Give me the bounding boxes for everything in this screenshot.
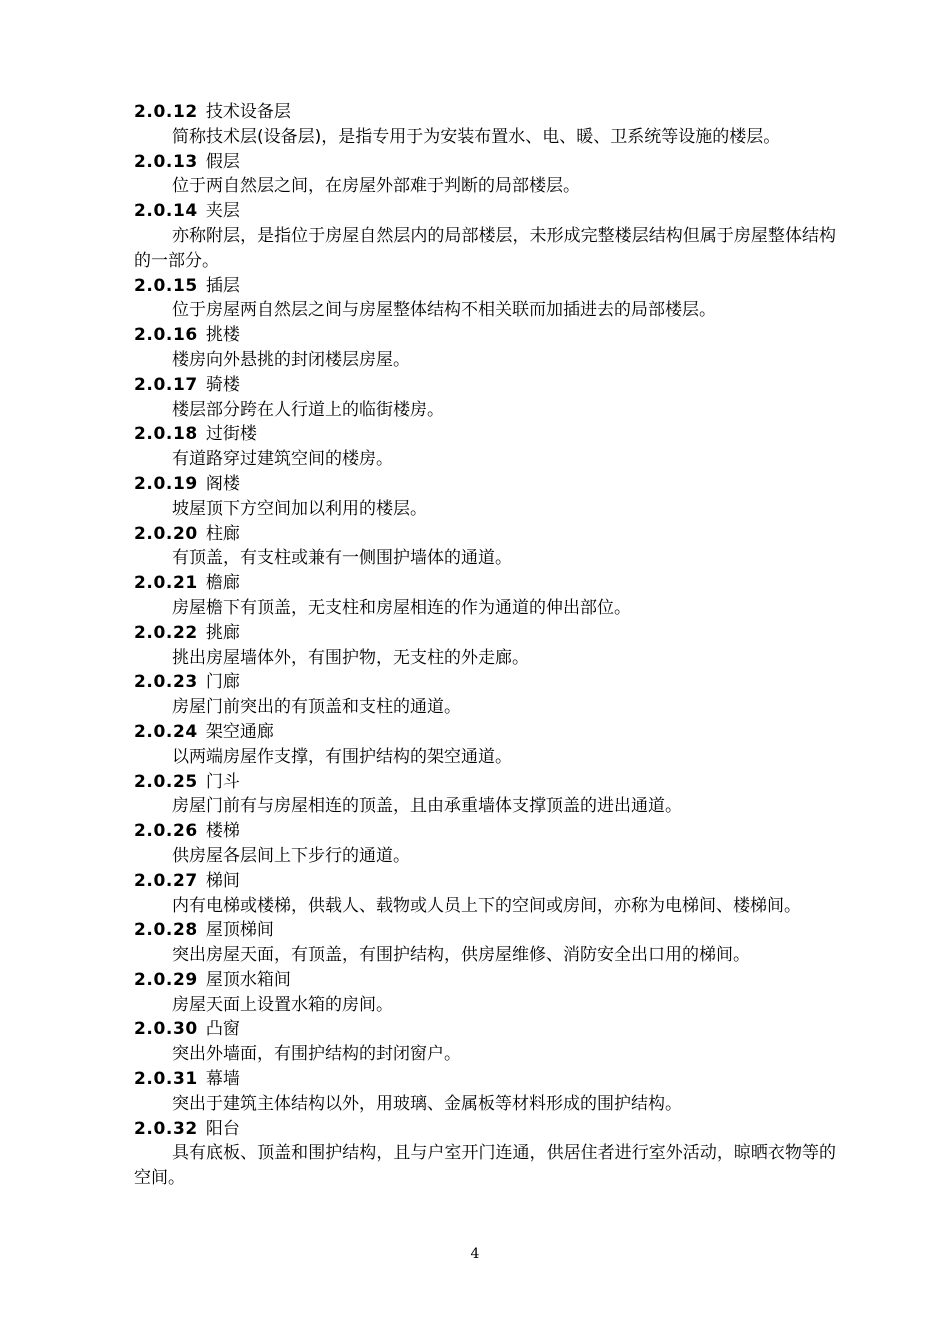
term-heading — [134, 670, 836, 695]
term-number: 2.0.20 — [134, 523, 198, 544]
term-definition: 供房屋各层间上下步行的通道。 — [172, 845, 410, 866]
entry-2-0-29 — [134, 968, 836, 1018]
term-number: 2.0.24 — [134, 721, 198, 742]
term-heading — [134, 373, 836, 398]
term-heading — [134, 422, 836, 447]
term-number: 2.0.16 — [134, 325, 198, 346]
entry-2-0-20 — [134, 522, 836, 572]
term-definition: 简称技术层(设备层)，是指专用于为安装布置水、电、暖、卫系统等设施的楼层。 — [172, 126, 781, 147]
term-heading — [134, 1117, 836, 1142]
entry-2-0-27 — [134, 869, 836, 919]
entry-2-0-24 — [134, 720, 836, 770]
term-definition: 位于两自然层之间，在房屋外部难于判断的局部楼层。 — [172, 176, 580, 197]
term-heading — [134, 1017, 836, 1042]
entry-2-0-21 — [134, 571, 836, 621]
term-title: 技术设备层 — [205, 102, 291, 122]
term-title: 柱廊 — [205, 523, 240, 544]
term-title: 幕墙 — [205, 1069, 240, 1090]
term-title: 阁楼 — [205, 473, 240, 494]
term-title: 架空通廊 — [205, 721, 274, 742]
entry-2-0-23 — [134, 670, 836, 720]
document-body — [134, 100, 836, 1191]
term-definition: 具有底板、顶盖和围护结构，且与户室开门连通，供居住者进行室外活动，晾晒衣物等的空间。 — [134, 1143, 836, 1189]
term-definition: 有顶盖，有支柱或兼有一侧围护墙体的通道。 — [172, 548, 512, 569]
term-title: 挑廊 — [205, 622, 240, 643]
term-title: 插层 — [205, 275, 240, 296]
entry-2-0-30 — [134, 1017, 836, 1067]
term-heading — [134, 1067, 836, 1092]
term-number: 2.0.26 — [134, 821, 198, 842]
term-heading — [134, 472, 836, 497]
term-heading — [134, 770, 836, 795]
entry-2-0-22 — [134, 621, 836, 671]
entry-2-0-28 — [134, 918, 836, 968]
term-number: 2.0.19 — [134, 473, 198, 494]
term-title: 过街楼 — [205, 424, 257, 445]
term-title: 骑楼 — [205, 374, 240, 395]
term-number: 2.0.14 — [134, 201, 198, 222]
term-title: 屋顶梯间 — [205, 920, 274, 941]
term-definition: 房屋檐下有顶盖，无支柱和房屋相连的作为通道的伸出部位。 — [172, 597, 631, 618]
term-number: 2.0.18 — [134, 424, 198, 445]
term-number: 2.0.28 — [134, 920, 198, 941]
term-number: 2.0.31 — [134, 1069, 198, 1090]
entry-2-0-25 — [134, 770, 836, 820]
term-heading — [134, 522, 836, 547]
term-number: 2.0.23 — [134, 672, 198, 693]
entry-2-0-19 — [134, 472, 836, 522]
term-heading — [134, 968, 836, 993]
term-title: 凸窗 — [205, 1019, 240, 1040]
term-definition: 亦称附层，是指位于房屋自然层内的局部楼层，未形成完整楼层结构但属于房屋整体结构的一部分。 — [134, 225, 836, 271]
term-definition: 楼房向外悬挑的封闭楼层房屋。 — [172, 349, 410, 370]
entry-2-0-17 — [134, 373, 836, 423]
term-definition: 楼层部分跨在人行道上的临街楼房。 — [172, 399, 444, 420]
term-number: 2.0.17 — [134, 374, 198, 395]
term-title: 檐廊 — [205, 573, 240, 594]
term-definition: 以两端房屋作支撑，有围护结构的架空通道。 — [172, 746, 512, 767]
term-definition: 突出外墙面，有围护结构的封闭窗户。 — [172, 1044, 461, 1065]
entry-2-0-16 — [134, 323, 836, 373]
term-number: 2.0.22 — [134, 622, 198, 643]
page-number: 4 — [470, 1246, 480, 1262]
term-title: 门廊 — [205, 672, 240, 693]
entry-2-0-26 — [134, 819, 836, 869]
entry-2-0-32 — [134, 1117, 836, 1191]
term-heading — [134, 621, 836, 646]
term-number: 2.0.32 — [134, 1118, 198, 1139]
term-number: 2.0.25 — [134, 771, 198, 792]
entry-2-0-12 — [134, 100, 836, 150]
term-heading — [134, 274, 836, 299]
term-title: 梯间 — [205, 870, 240, 891]
term-number: 2.0.15 — [134, 275, 198, 296]
term-number: 2.0.27 — [134, 870, 198, 891]
term-heading — [134, 918, 836, 943]
term-title: 挑楼 — [205, 325, 240, 346]
term-heading — [134, 720, 836, 745]
term-title: 楼梯 — [205, 821, 240, 842]
term-title: 阳台 — [205, 1118, 240, 1139]
term-definition: 坡屋顶下方空间加以利用的楼层。 — [172, 498, 427, 519]
term-title: 假层 — [205, 151, 240, 172]
term-title: 门斗 — [205, 771, 240, 792]
term-heading — [134, 571, 836, 596]
term-number: 2.0.12 — [134, 102, 198, 122]
term-definition: 房屋天面上设置水箱的房间。 — [172, 994, 393, 1015]
term-definition: 位于房屋两自然层之间与房屋整体结构不相关联而加插进去的局部楼层。 — [172, 300, 716, 321]
term-definition: 有道路穿过建筑空间的楼房。 — [172, 449, 393, 470]
entry-2-0-31 — [134, 1067, 836, 1117]
term-heading — [134, 100, 836, 125]
term-number: 2.0.21 — [134, 573, 198, 594]
entry-2-0-13 — [134, 150, 836, 200]
entry-2-0-14 — [134, 199, 836, 273]
term-definition: 挑出房屋墙体外，有围护物，无支柱的外走廊。 — [172, 647, 529, 668]
term-heading — [134, 150, 836, 175]
term-heading — [134, 199, 836, 224]
term-definition: 房屋门前有与房屋相连的顶盖，且由承重墙体支撑顶盖的进出通道。 — [172, 796, 682, 817]
term-number: 2.0.13 — [134, 151, 198, 172]
term-title: 屋顶水箱间 — [205, 969, 291, 990]
term-heading — [134, 869, 836, 894]
entry-2-0-15 — [134, 274, 836, 324]
entry-2-0-18 — [134, 422, 836, 472]
term-heading — [134, 323, 836, 348]
term-definition: 突出房屋天面，有顶盖，有围护结构，供房屋维修、消防安全出口用的梯间。 — [172, 945, 750, 966]
term-number: 2.0.29 — [134, 969, 198, 990]
term-definition: 突出于建筑主体结构以外，用玻璃、金属板等材料形成的围护结构。 — [172, 1093, 682, 1114]
term-number: 2.0.30 — [134, 1019, 198, 1040]
term-definition: 内有电梯或楼梯，供载人、载物或人员上下的空间或房间，亦称为电梯间、楼梯间。 — [172, 895, 801, 916]
term-heading — [134, 819, 836, 844]
term-title: 夹层 — [205, 201, 240, 222]
term-definition: 房屋门前突出的有顶盖和支柱的通道。 — [172, 697, 461, 718]
